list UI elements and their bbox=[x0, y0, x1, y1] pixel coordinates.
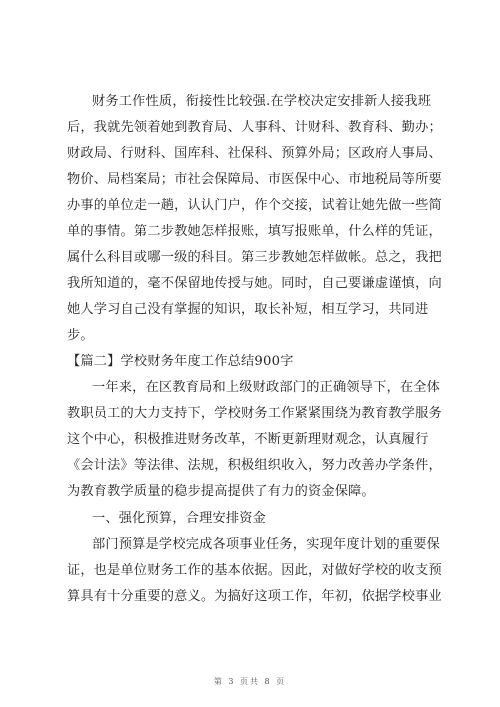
paragraph-line: 一年来，在区教育局和上级财政部门的正确领导下，在全体 bbox=[92, 380, 441, 395]
paragraph-line: 我所知道的，毫不保留地传授与她。同时，自己要谦虚谨慎，向 bbox=[67, 276, 442, 291]
paragraph-line: 这个中心，积极推进财务改革，不断更新理财观念，认真履行 bbox=[67, 432, 429, 447]
page-number-footer: 第 3 页共 8 页 bbox=[213, 677, 287, 686]
paragraph-line: 算具有十分重要的意义。为搞好这项工作，年初，依据学校事业 bbox=[67, 589, 442, 604]
paragraph-line: 步。 bbox=[67, 328, 94, 343]
paragraph-line: 教职员工的大力支持下，学校财务工作紧紧围绕为教育教学服务 bbox=[67, 406, 442, 421]
paragraph-line: 财务工作性质，衔接性比较强.在学校决定安排新人接我班 bbox=[92, 94, 432, 109]
paragraph-line: 部门预算是学校完成各项事业任务，实现年度计划的重要保 bbox=[92, 537, 441, 552]
paragraph-line: 《会计法》等法律、法规，积极组织收入，努力改善办学条件， bbox=[67, 458, 442, 473]
paragraph-line: 属什么科目或哪一级的科目。第三步教她怎样做帐。总之，我把 bbox=[67, 250, 442, 265]
section-heading: 【篇二】学校财务年度工作总结900字 bbox=[67, 354, 294, 369]
paragraph-line: 证，也是单位财务工作的基本依据。因此，对做好学校的收支预 bbox=[67, 563, 442, 578]
subsection-heading: 一、强化预算，合理安排资金 bbox=[92, 511, 267, 526]
paragraph-line: 财政局、行财科、国库科、社保科、预算外局；区政府人事局、 bbox=[67, 146, 442, 161]
paragraph-line: 办事的单位走一趟，认认门户，作个交接，试着让她先做一些简 bbox=[67, 198, 442, 213]
paragraph-line: 物价、局档案局；市社会保障局、市医保中心、市地税局等所要 bbox=[67, 172, 442, 187]
paragraph-line: 为教育教学质量的稳步提高提供了有力的资金保障。 bbox=[67, 484, 375, 499]
paragraph-line: 她人学习自己没有掌握的知识，取长补短，相互学习，共同进 bbox=[67, 302, 429, 317]
paragraph-line: 单的事情。第二步教她怎样报账，填写报账单，什么样的凭证， bbox=[67, 224, 442, 239]
paragraph-line: 后，我就先领着她到教育局、人事科、计财科、教育科、勤办； bbox=[67, 120, 442, 135]
